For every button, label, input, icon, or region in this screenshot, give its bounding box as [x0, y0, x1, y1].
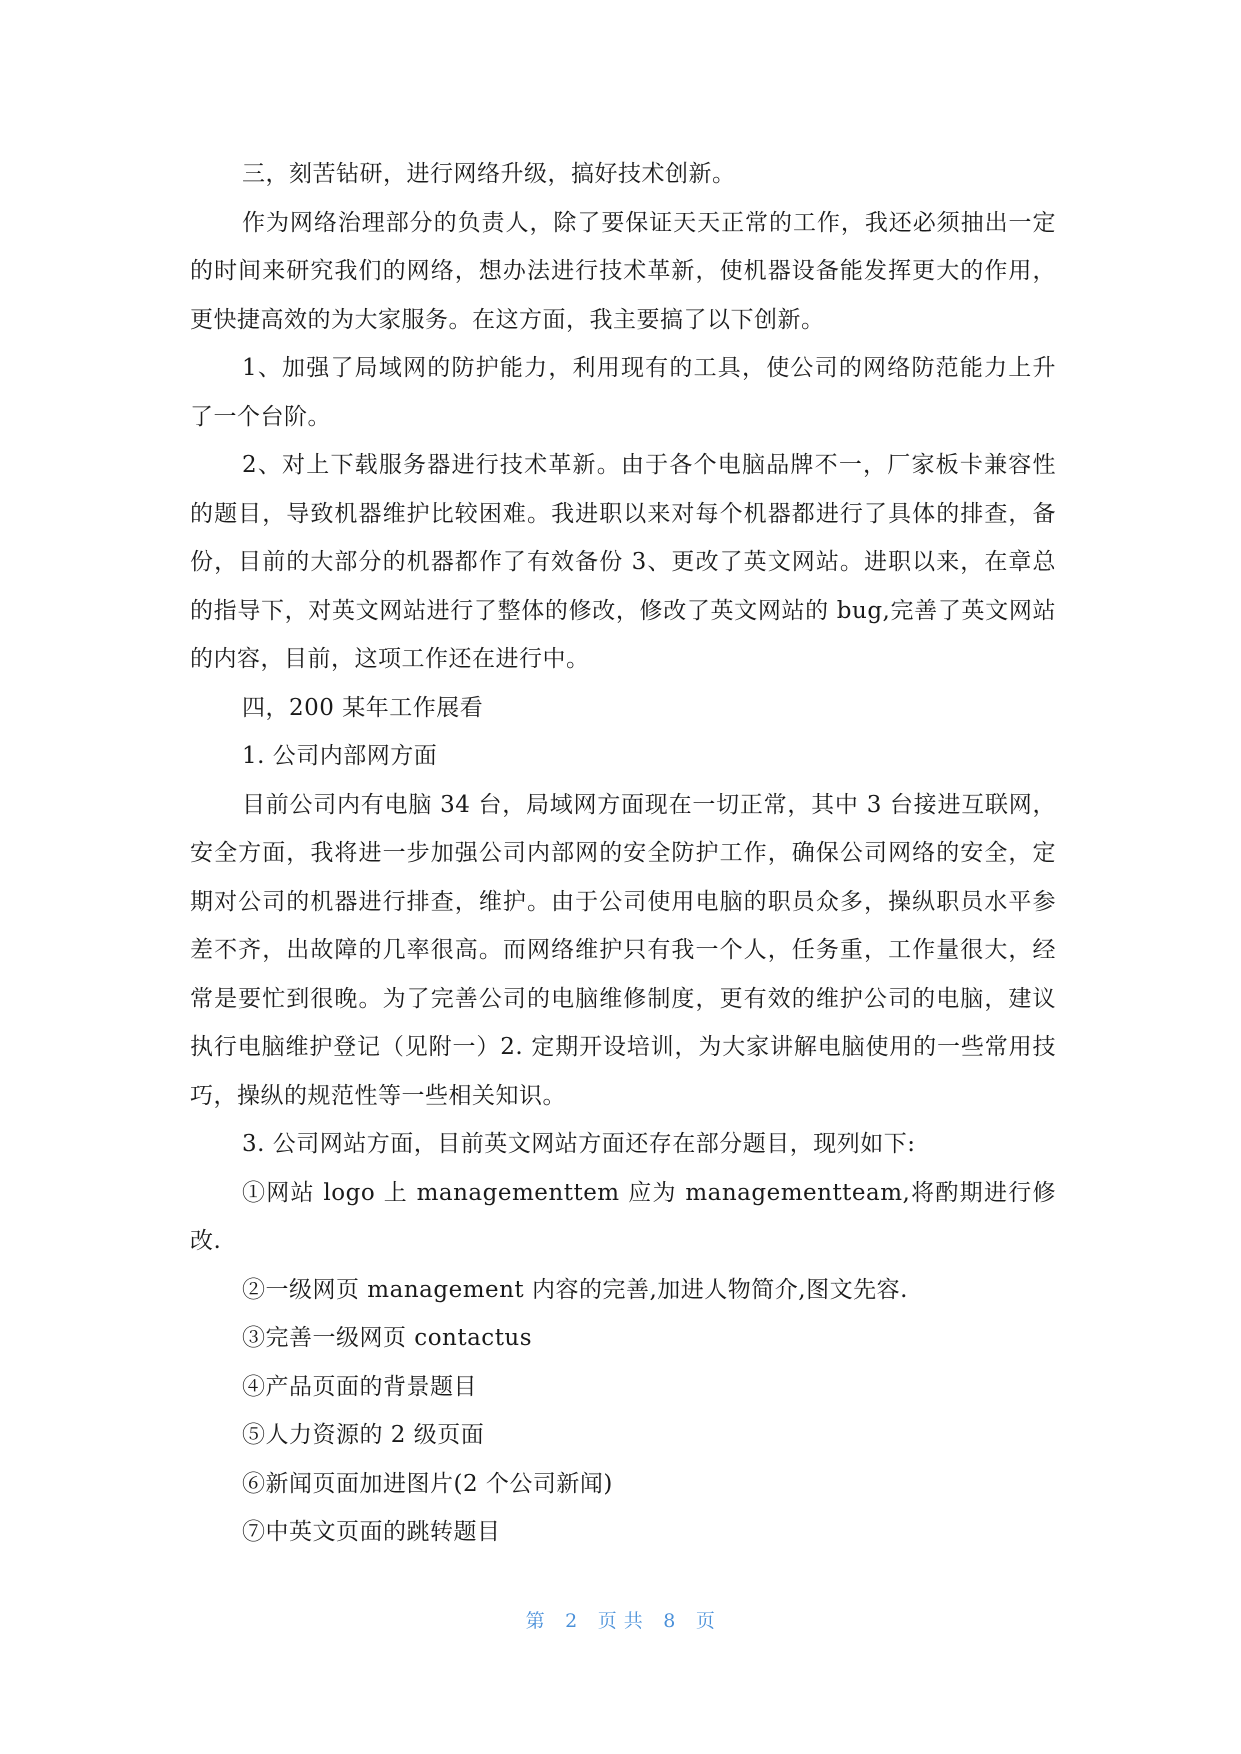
paragraph-intranet: 目前公司内有电脑 34 台，局域网方面现在一切正常，其中 3 台接进互联网，安全方面，我将进一步加强公司内部网的安全防护工作，确保公司网络的安全，定期对公司的机器进行排查，维护。由于公司使用电脑的职员众多，操纵职员水平参差不齐，出故障的几率很高。而网络维护只有我一个人，任务重，工作量很大，经常是要忙到很晚。为了完善公司的电脑维修制度，更有效的维护公司的电脑，建议执行电脑维护登记（见附一）2. 定期开设培训，为大家讲解电脑使用的一些常用技巧，操纵的规范性等一些相关知识。	[190, 791, 1056, 1109]
total-pages-number: 8	[663, 1610, 676, 1632]
current-page-number: 2	[565, 1610, 578, 1632]
list-item-7: ⑦中英文页面的跳转题目	[242, 1519, 501, 1545]
paragraph-item-1: 1、加强了局域网的防护能力，利用现有的工具，使公司的网络防范能力上升了一个台阶。	[190, 355, 1056, 430]
list-item-3: ③完善一级网页 contactus	[242, 1325, 533, 1351]
page-footer	[0, 1606, 1241, 1633]
page-label-mid: 页 共	[597, 1610, 644, 1632]
list-item-2: ②一级网页 management 内容的完善,加进人物简介,图文先容.	[242, 1276, 908, 1303]
list-item-5: ⑤人力资源的 2 级页面	[242, 1422, 485, 1448]
document-body	[190, 150, 1056, 1557]
page-label-prefix: 第	[525, 1610, 546, 1632]
list-item-4: ④产品页面的背景题目	[242, 1373, 477, 1400]
subheading-website: 3. 公司网站方面，目前英文网站方面还存在部分题目，现列如下:	[242, 1131, 916, 1157]
section-heading-3: 三，刻苦钻研，进行网络升级，搞好技术创新。	[242, 161, 736, 187]
page-label-suffix: 页	[695, 1610, 716, 1632]
paragraph-item-2: 2、对上下载服务器进行技术革新。由于各个电脑品牌不一，厂家板卡兼容性的题目，导致机器维护比较困难。我进职以来对每个机器都进行了具体的排查，备份，目前的大部分的机器都作了有效备份 3、更改了英文网站。进职以来，在章总的指导下，对英文网站进行了整体的修改，修改了英文网站的 bug,完善了英文网站的内容，目前，这项工作还在进行中。	[190, 452, 1056, 672]
list-item-1: ①网站 logo 上 managementtem 应为 managementteam,将酌期进行修改.	[190, 1179, 1056, 1254]
list-item-6: ⑥新闻页面加进图片(2 个公司新闻)	[242, 1470, 613, 1497]
paragraph-intro: 作为网络治理部分的负责人，除了要保证天天正常的工作，我还必须抽出一定的时间来研究我们的网络，想办法进行技术革新，使机器设备能发挥更大的作用，更快捷高效的为大家服务。在这方面，我主要搞了以下创新。	[190, 209, 1056, 333]
subheading-intranet: 1. 公司内部网方面	[242, 743, 438, 769]
section-heading-4: 四，200 某年工作展看	[242, 694, 484, 721]
